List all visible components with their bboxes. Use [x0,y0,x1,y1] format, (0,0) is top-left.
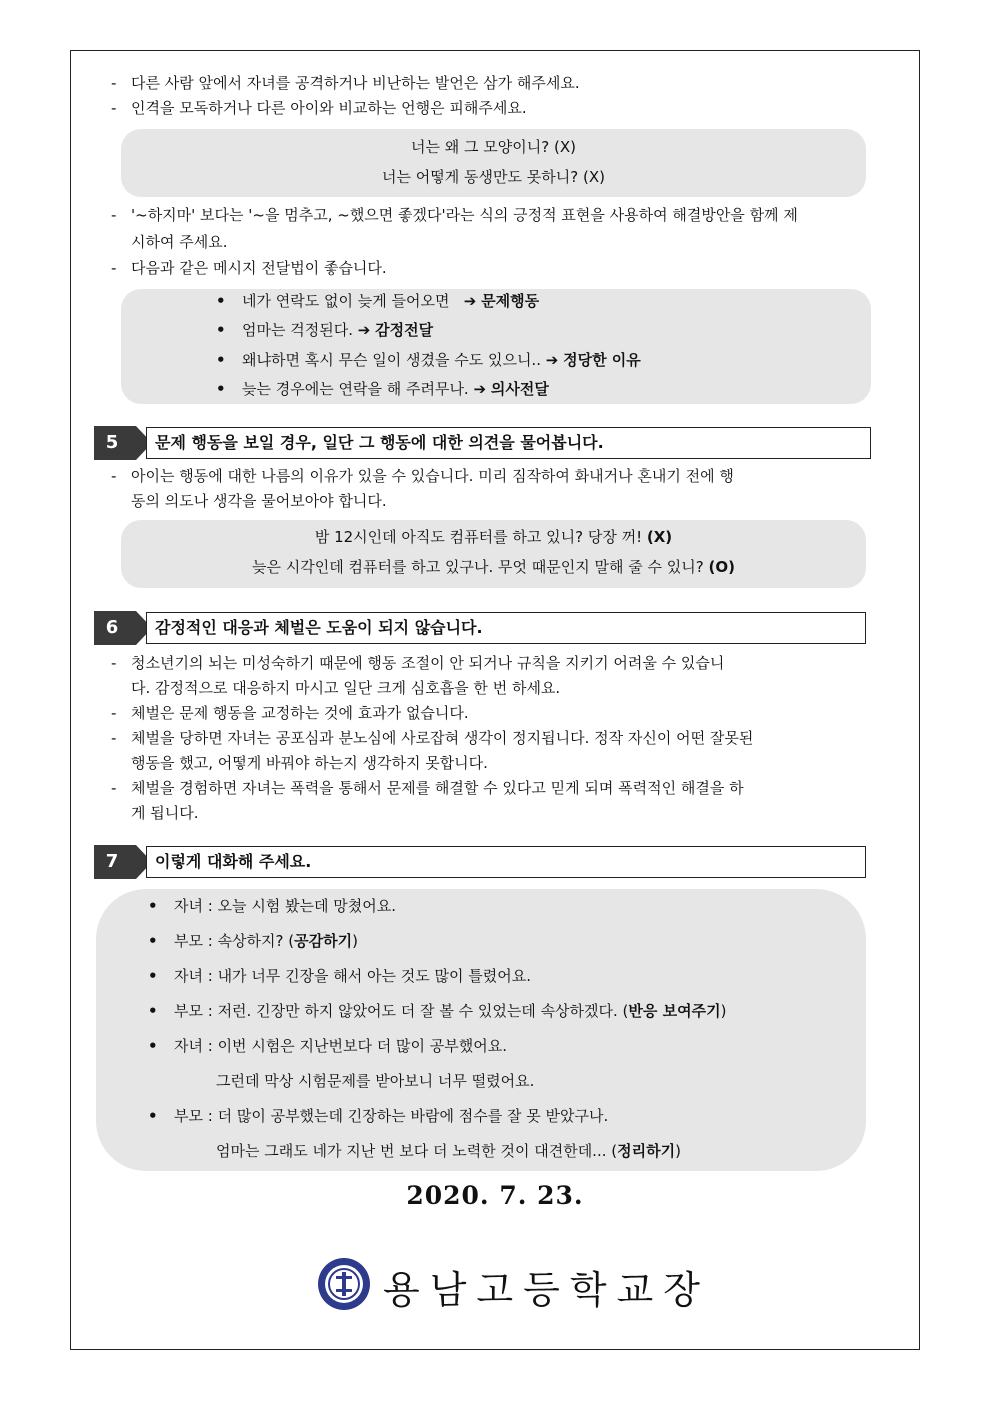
negative-example-2: 너는 어떻게 동생만도 못하니? (X) [382,168,605,186]
section-6-title: 감정적인 대응과 체벌은 도움이 되지 않습니다. [146,612,866,644]
document-page [70,50,920,1350]
intro-line-1: - 다른 사람 앞에서 자녀를 공격하거나 비난하는 발언은 삼가 해주세요. [111,74,580,92]
section-5-badge: 5 [94,426,154,460]
section-6-item: - 체벌은 문제 행동을 교정하는 것에 효과가 없습니다. [111,704,469,722]
school-seal [316,1256,372,1312]
dialog-example-box [96,889,866,1171]
section-6-item: - 청소년기의 뇌는 미성숙하기 때문에 행동 조절이 안 되거나 규칙을 지키기 어려울 수 있습니 [111,654,725,672]
section-6-badge: 6 [94,611,154,645]
positive-expression-line: - '~하지마' 보다는 '~을 멈추고, ~했으면 좋겠다'라는 식의 긍정적 표현을 사용하여 해결방안을 함께 제 [111,206,798,224]
section-7-badge: 7 [94,845,154,879]
section-6-item: - 체벌을 당하면 자녀는 공포심과 분노심에 사로잡혀 생각이 정지됩니다. 정작 자신이 어떤 잘못된 [111,729,754,747]
positive-expression-cont: 시하여 주세요. [131,233,228,251]
message-intro-line: - 다음과 같은 메시지 전달법이 좋습니다. [111,259,387,277]
good-example: 늦은 시각인데 컴퓨터를 하고 있구나. 무엇 때문인지 말해 줄 수 있니? (O) [252,558,735,576]
dialog-line-cont: 그런데 막상 시험문제를 받아보니 너무 떨렸어요. [216,1072,535,1090]
section-6-item-cont: 다. 감정적으로 대응하지 마시고 일단 크게 심호흡을 한 번 하세요. [131,679,561,697]
negative-example-1: 너는 왜 그 모양이니? (X) [411,138,576,156]
message-item: • 네가 연락도 없이 늦게 들어오면 ➔ 문제행동 [216,292,540,310]
message-item: • 늦는 경우에는 연락을 해 주려무나. ➔ 의사전달 [216,380,549,398]
dialog-line: • 부모 : 저런. 긴장만 하지 않았어도 더 잘 볼 수 있었는데 속상하겠다. (반응 보여주기) [148,1002,727,1020]
school-principal-signature: 용남고등학교장 [383,1268,710,1312]
dialog-line: • 자녀 : 이번 시험은 지난번보다 더 많이 공부했어요. [148,1037,508,1055]
section-7-title: 이렇게 대화해 주세요. [146,846,866,878]
section-5-title: 문제 행동을 보일 경우, 일단 그 행동에 대한 의견을 물어봅니다. [146,427,871,459]
message-method-box [121,289,871,404]
section-5-example-box [121,520,866,588]
dialog-line-cont: 엄마는 그래도 네가 지난 번 보다 더 노력한 것이 대견한데... (정리하기) [216,1142,681,1160]
message-item: • 엄마는 걱정된다. ➔ 감정전달 [216,321,434,339]
dialog-line: • 부모 : 속상하지? (공감하기) [148,932,358,950]
section-6-item-cont: 행동을 했고, 어떻게 바꿔야 하는지 생각하지 못합니다. [131,754,488,772]
dialog-line: • 부모 : 더 많이 공부했는데 긴장하는 바람에 점수를 잘 못 받았구나. [148,1107,609,1125]
section-5-line: - 아이는 행동에 대한 나름의 이유가 있을 수 있습니다. 미리 짐작하여 화내거나 혼내기 전에 행 [111,467,734,485]
dialog-line: • 자녀 : 오늘 시험 봤는데 망쳤어요. [148,897,397,915]
dialog-line: • 자녀 : 내가 너무 긴장을 해서 아는 것도 많이 틀렸어요. [148,967,532,985]
negative-example-box [121,129,866,197]
bad-example: 밤 12시인데 아직도 컴퓨터를 하고 있니? 당장 꺼! (X) [314,528,673,546]
section-5-cont: 동의 의도나 생각을 물어보아야 합니다. [131,492,387,510]
intro-line-2: - 인격을 모독하거나 다른 아이와 비교하는 언행은 피해주세요. [111,99,527,117]
section-6-item: - 체벌을 경험하면 자녀는 폭력을 통해서 문제를 해결할 수 있다고 믿게 되며 폭력적인 해결을 하 [111,779,744,797]
section-6-item-cont: 게 됩니다. [131,804,199,822]
document-date: 2020. 7. 23. [406,1181,584,1210]
message-item: • 왜냐하면 혹시 무슨 일이 생겼을 수도 있으니.. ➔ 정당한 이유 [216,351,641,369]
